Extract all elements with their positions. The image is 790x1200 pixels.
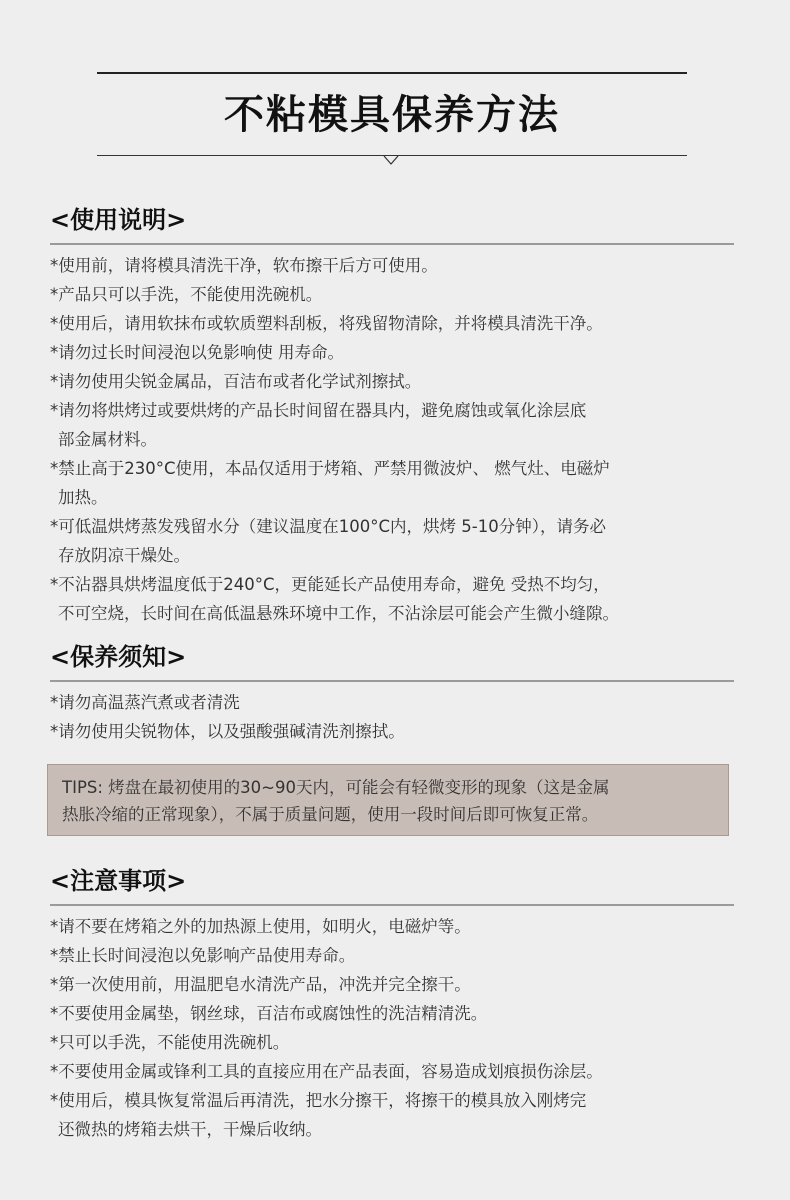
section-divider: [50, 904, 734, 906]
chevron-down-icon: [383, 156, 399, 166]
tips-line: TIPS: 烤盘在最初使用的30~90天内，可能会有轻微变形的现象（这是金属: [62, 778, 610, 797]
list-item: *请勿高温蒸汽煮或者清洗: [50, 693, 240, 712]
section-maintenance: [50, 640, 740, 746]
section-cautions: [50, 864, 740, 1144]
list-item: *使用后，模具恢复常温后再清洗，把水分擦干，将擦干的模具放入刚烤完 还微热的烤箱去烘干，干燥后收纳。: [50, 1091, 587, 1139]
list-item: *产品只可以手洗，不能使用洗碗机。: [50, 285, 323, 304]
list-item: *第一次使用前，用温肥皂水清洗产品，冲洗并完全擦干。: [50, 975, 471, 994]
section-heading: <注意事项>: [50, 867, 187, 895]
tips-line: 热胀冷缩的正常现象），不属于质量问题，使用一段时间后即可恢复正常。: [62, 805, 599, 824]
list-item: *不要使用金属或锋利工具的直接应用在产品表面，容易造成划痕损伤涂层。: [50, 1062, 603, 1081]
list-item: *请勿使用尖锐物体，以及强酸强碱清洗剂擦拭。: [50, 722, 405, 741]
title-block: [97, 72, 687, 167]
list-item: *可低温烘烤蒸发残留水分（建议温度在100°C内，烘烤 5-10分钟），请务必 存放阴凉干燥处。: [50, 517, 606, 565]
usage-list: [50, 251, 740, 628]
title-rule-top: [97, 72, 687, 74]
tips-box: [47, 764, 729, 836]
section-divider: [50, 243, 734, 245]
section-divider: [50, 680, 734, 682]
list-item: *禁止长时间浸泡以免影响产品使用寿命。: [50, 946, 356, 965]
page-title: 不粘模具保养方法: [224, 92, 560, 138]
list-item: *不要使用金属垫，钢丝球，百洁布或腐蚀性的洗洁精清洗。: [50, 1004, 488, 1023]
list-item: *不沾器具烘烤温度低于240°C，更能延长产品使用寿命，避免 受热不均匀， 不可空烧，长时间在高低温悬殊环境中工作，不沾涂层可能会产生微小缝隙。: [50, 575, 619, 623]
list-item: *请勿使用尖锐金属品，百洁布或者化学试剂擦拭。: [50, 372, 422, 391]
maintenance-list: [50, 688, 740, 746]
list-item: *使用前，请将模具清洗干净，软布擦干后方可使用。: [50, 256, 438, 275]
list-item: *请不要在烤箱之外的加热源上使用，如明火，电磁炉等。: [50, 917, 471, 936]
list-item: *只可以手洗，不能使用洗碗机。: [50, 1033, 290, 1052]
section-heading: <使用说明>: [50, 206, 187, 234]
list-item: *禁止高于230°C使用，本品仅适用于烤箱、严禁用微波炉、 燃气灶、电磁炉 加热。: [50, 459, 610, 507]
cautions-list: [50, 912, 740, 1144]
section-heading: <保养须知>: [50, 643, 187, 671]
section-usage: [50, 203, 740, 628]
list-item: *请勿将烘烤过或要烘烤的产品长时间留在器具内，避免腐蚀或氧化涂层底 部金属材料。: [50, 401, 587, 449]
list-item: *请勿过长时间浸泡以免影响使 用寿命。: [50, 343, 344, 362]
list-item: *使用后，请用软抹布或软质塑料刮板，将残留物清除，并将模具清洗干净。: [50, 314, 603, 333]
